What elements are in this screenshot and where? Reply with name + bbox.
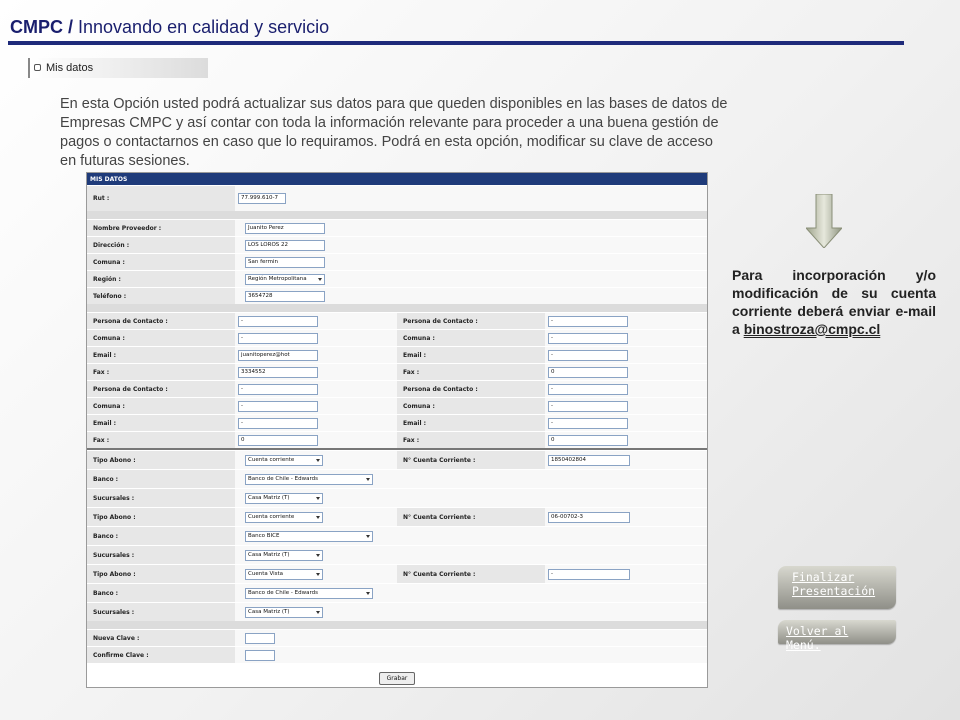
form-row-rut (87, 185, 707, 211)
contact-label: Email : (87, 347, 235, 363)
header-divider (8, 41, 904, 45)
tipo-abono-label: Tipo Abono : (87, 565, 235, 583)
contact-field[interactable]: 3334552 (238, 367, 318, 378)
note-text: Para incorporación y/o modificación de su cuenta corriente deberá enviar e-mail a (732, 267, 936, 337)
contact-label: Persona de Contacto : (87, 381, 235, 397)
proveedor-field[interactable]: Juanito Perez (245, 223, 325, 234)
form-band (87, 211, 707, 219)
banco-select[interactable]: Banco de Chile - Edwards (245, 588, 373, 599)
contact-label: Fax : (87, 432, 235, 448)
tipo-abono-cell (235, 451, 397, 469)
cuenta-field[interactable]: 06-00702-3 (548, 512, 630, 523)
tipo-abono-cell (235, 508, 397, 526)
banco-label: Banco : (87, 527, 235, 545)
form-title: MIS DATOS (87, 173, 707, 185)
tipo-abono-row (87, 564, 707, 583)
field-value-cell (235, 288, 707, 304)
contact-field[interactable]: - (238, 418, 318, 429)
chevron-down-icon (366, 478, 370, 481)
field-label: Dirección : (87, 237, 235, 253)
contact-row (87, 380, 707, 397)
banco-row (87, 469, 707, 488)
banco-row (87, 583, 707, 602)
banco-label: Banco : (87, 584, 235, 602)
contact-row (87, 312, 707, 329)
form-row (87, 287, 707, 304)
contact-label: Comuna : (87, 330, 235, 346)
contact-row (87, 431, 707, 448)
tipo-abono-select[interactable]: Cuenta corriente (245, 455, 323, 466)
contact-label: Fax : (87, 364, 235, 380)
contact-row (87, 346, 707, 363)
chevron-down-icon (366, 535, 370, 538)
banco-select[interactable]: Banco BICE (245, 531, 373, 542)
banco-label: Banco : (87, 470, 235, 488)
field-value-cell (235, 254, 707, 270)
contact-field[interactable]: - (238, 401, 318, 412)
contact-row (87, 397, 707, 414)
form-row (87, 253, 707, 270)
chevron-down-icon (316, 554, 320, 557)
contact-field[interactable]: 0 (548, 367, 628, 378)
field-label: Comuna : (87, 254, 235, 270)
sucursal-select[interactable]: Casa Matriz (T) (245, 493, 323, 504)
chevron-down-icon (316, 459, 320, 462)
contact-label: Comuna : (87, 398, 235, 414)
sucursal-row (87, 602, 707, 621)
contact-value-cell (235, 415, 397, 431)
section-label: Mis datos (46, 62, 94, 74)
region-select[interactable]: Región Metropolitana (245, 274, 325, 285)
sucursal-row (87, 488, 707, 507)
contact-value-cell (235, 364, 397, 380)
contact-row (87, 414, 707, 431)
down-arrow-icon (806, 194, 842, 248)
contact-field[interactable]: - (238, 384, 318, 395)
contact-value-cell (545, 432, 707, 448)
contact-field[interactable]: 0 (238, 435, 318, 446)
mis-datos-form (86, 172, 708, 688)
tipo-abono-row (87, 450, 707, 469)
contact-field[interactable]: - (548, 384, 628, 395)
banco-select[interactable]: Banco de Chile - Edwards (245, 474, 373, 485)
chevron-down-icon (316, 497, 320, 500)
chevron-down-icon (316, 516, 320, 519)
confirme-clave-field[interactable] (245, 650, 275, 661)
contact-label: Comuna : (397, 330, 545, 346)
tipo-abono-select[interactable]: Cuenta Vista (245, 569, 323, 580)
contact-value-cell (235, 347, 397, 363)
contact-label: Comuna : (397, 398, 545, 414)
contact-field[interactable]: - (548, 401, 628, 412)
account-note (732, 266, 936, 338)
intro-text: En esta Opción usted podrá actualizar sus datos para que queden disponibles en las bases de datos de Empresas CMPC y así contar con toda la información relevante para proceder a una buena gestión de pagos o contactarnos en caso que lo requiramos. Podrá en esta opción, modificar su clave de acceso en futuras sesiones. (60, 96, 728, 169)
field-value-cell (235, 237, 707, 253)
contact-label: Email : (397, 347, 545, 363)
proveedor-field[interactable]: 3654728 (245, 291, 325, 302)
contact-value-cell (545, 364, 707, 380)
nueva-clave-field[interactable] (245, 633, 275, 644)
cuenta-cell (545, 565, 707, 583)
contact-label: Persona de Contacto : (397, 381, 545, 397)
cuenta-label: N° Cuenta Corriente : (397, 451, 545, 469)
header-separator: / (63, 17, 79, 37)
confirme-clave-label: Confirme Clave : (87, 647, 235, 663)
rut-label: Rut : (87, 186, 235, 211)
contact-value-cell (545, 347, 707, 363)
contact-value-cell (235, 330, 397, 346)
form-band (87, 304, 707, 312)
sucursal-select[interactable]: Casa Matriz (T) (245, 550, 323, 561)
form-row-nueva-clave (87, 629, 707, 646)
banco-cell (235, 584, 707, 602)
sucursal-cell (235, 489, 707, 507)
field-label: Teléfono : (87, 288, 235, 304)
form-actions (87, 663, 707, 688)
cuenta-cell (545, 508, 707, 526)
field-label: Nombre Proveedor : (87, 220, 235, 236)
section-tab (28, 58, 208, 78)
tipo-abono-select[interactable]: Cuenta corriente (245, 512, 323, 523)
cuenta-label: N° Cuenta Corriente : (397, 508, 545, 526)
chevron-down-icon (366, 592, 370, 595)
tipo-abono-row (87, 507, 707, 526)
chevron-down-icon (316, 573, 320, 576)
contact-value-cell (545, 381, 707, 397)
contact-label: Persona de Contacto : (87, 313, 235, 329)
page-header (10, 17, 329, 38)
contact-field[interactable]: juanitoperez@hot (238, 350, 318, 361)
contact-value-cell (235, 398, 397, 414)
tipo-abono-cell (235, 565, 397, 583)
rut-field[interactable]: 77.999.610-7 (238, 193, 286, 204)
cuenta-field[interactable]: 1850402804 (548, 455, 630, 466)
form-row (87, 219, 707, 236)
contact-email-link[interactable]: binostroza@cmpc.cl (743, 321, 881, 337)
contact-value-cell (235, 432, 397, 448)
sucursal-cell (235, 546, 707, 564)
sucursal-label: Sucursales : (87, 603, 235, 621)
contact-row (87, 329, 707, 346)
form-row (87, 236, 707, 253)
field-label: Región : (87, 271, 235, 287)
volver-menu-button[interactable]: Volver al Menú. (778, 620, 896, 644)
contact-value-cell (235, 313, 397, 329)
contact-field[interactable]: - (238, 333, 318, 344)
contact-field[interactable]: - (548, 333, 628, 344)
header-subtitle: Innovando en calidad y servicio (78, 17, 330, 37)
grabar-button[interactable]: Grabar (379, 672, 416, 685)
tipo-abono-label: Tipo Abono : (87, 451, 235, 469)
contact-field[interactable]: 0 (548, 435, 628, 446)
contact-row (87, 363, 707, 380)
form-row (87, 270, 707, 287)
sucursal-select[interactable]: Casa Matriz (T) (245, 607, 323, 618)
contact-label: Email : (87, 415, 235, 431)
sucursal-cell (235, 603, 707, 621)
brand-name: CMPC (10, 17, 63, 37)
finalizar-presentacion-button[interactable]: Finalizar Presentación (778, 566, 896, 609)
contact-field[interactable]: - (548, 418, 628, 429)
sucursal-row (87, 545, 707, 564)
sucursal-label: Sucursales : (87, 546, 235, 564)
nueva-clave-label: Nueva Clave : (87, 630, 235, 646)
contact-value-cell (235, 381, 397, 397)
contact-field[interactable]: - (238, 316, 318, 327)
contact-value-cell (545, 398, 707, 414)
tipo-abono-label: Tipo Abono : (87, 508, 235, 526)
chevron-down-icon (318, 278, 322, 281)
contact-field[interactable]: - (548, 350, 628, 361)
contact-label: Fax : (397, 364, 545, 380)
sucursal-label: Sucursales : (87, 489, 235, 507)
contact-value-cell (545, 330, 707, 346)
cuenta-label: N° Cuenta Corriente : (397, 565, 545, 583)
cuenta-field[interactable]: - (548, 569, 630, 580)
contact-label: Persona de Contacto : (397, 313, 545, 329)
form-band (87, 621, 707, 629)
contact-value-cell (545, 415, 707, 431)
contact-field[interactable]: - (548, 316, 628, 327)
banco-row (87, 526, 707, 545)
bullet-icon (34, 64, 41, 71)
contact-value-cell (545, 313, 707, 329)
proveedor-field[interactable]: San fermin (245, 257, 325, 268)
form-row-confirme-clave (87, 646, 707, 663)
banco-cell (235, 470, 707, 488)
contact-label: Email : (397, 415, 545, 431)
contact-label: Fax : (397, 432, 545, 448)
field-value-cell (235, 220, 707, 236)
field-value-cell (235, 271, 707, 287)
cuenta-cell (545, 451, 707, 469)
banco-cell (235, 527, 707, 545)
proveedor-field[interactable]: LOS LOROS 22 (245, 240, 325, 251)
chevron-down-icon (316, 611, 320, 614)
